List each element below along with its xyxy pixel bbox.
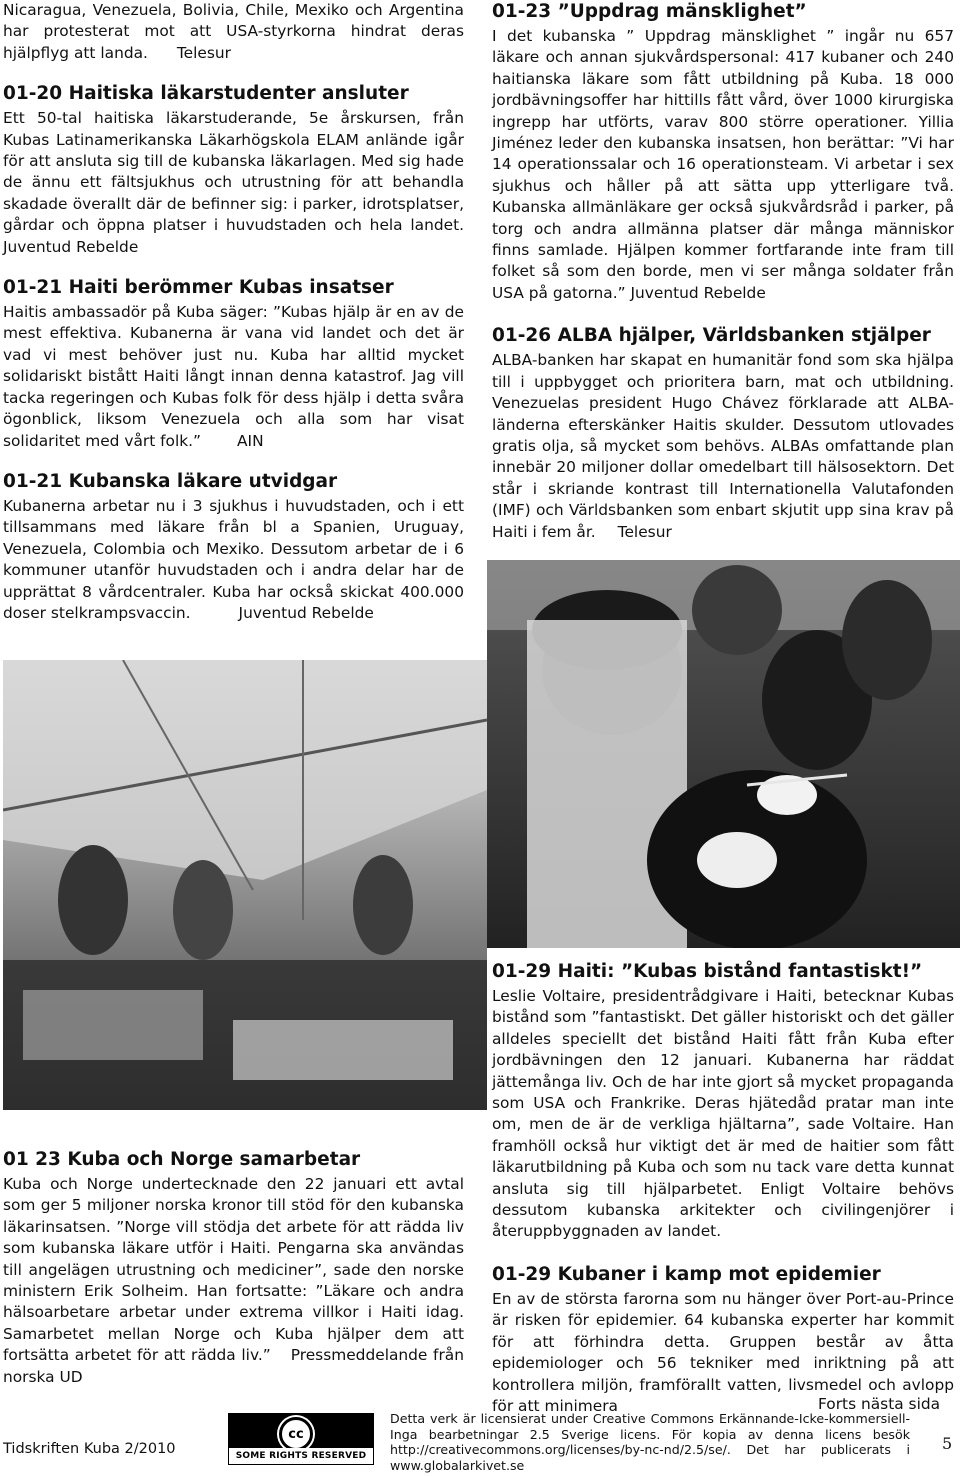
right-column xyxy=(492,0,954,557)
footer-license: Detta verk är licensierat under Creative Commons Erkännande-Icke-kommersiell-Inga bearbetningar 2.5 Sverige licens. För kopia av denna licens besök http://creativecommons.org/licenses/by-nc-nd/2.5/se/. Det har publicerats i www.globalarkivet.se xyxy=(390,1411,910,1473)
intro-text: Nicaragua, Venezuela, Bolivia, Chile, Mexiko och Argentina har protesterat mot att USA-styrkorna hindrat deras hjälpflyg att landa. xyxy=(3,1,464,62)
cc-symbol xyxy=(279,1417,313,1451)
article-title: 01-20 Haitiska läkarstudenter ansluter xyxy=(3,83,409,105)
footer-magazine: Tidskriften Kuba 2/2010 xyxy=(3,1441,176,1457)
cc-badge-bar xyxy=(229,1448,373,1464)
photo-tent xyxy=(3,660,487,1110)
article-source: AIN xyxy=(237,431,264,450)
article-uppdrag-manisklighet xyxy=(492,0,954,304)
article-kuba-norge xyxy=(3,1148,464,1388)
page-number: 5 xyxy=(942,1434,953,1453)
article-body: En av de största farorna som nu hänger över Port-au-Prince är risken för epidemier. 64 kubanska experter har kommit för att förhindra detta. Gruppen består av åtta epidemiologer och 56 tekniker med inriktning på att kontrollera miljön, framförallt vatten, livsmedel och avlopp för att minimera xyxy=(492,1289,954,1415)
article-title: 01-21 Kubanska läkare utvidgar xyxy=(3,470,338,492)
cc-badge-text: SOME RIGHTS RESERVED xyxy=(235,1451,367,1461)
article-body: Leslie Voltaire, presidentrådgivare i Haiti, betecknar Kubas bistånd som ”fantastiskt. Det gäller historiskt och det gäller alldeles speciellt det bistånd Haiti fått från Kuba efter jordbävningen den 12 januari. Kubanerna har räddat jättemånga liv. Och de har inte gjort så mycket propaganda som USA och Frankrike. Deras hjätedåd pratar man inte om, men de är de verkliga hjältarna”, sade Voltaire. Han framhöll också hur viktigt det är med de haitier som fått läkarutbildning på Kuba och som nu tack vare detta kunnat ansluta sig till hjälparbetet. Enligt Voltaire behövs dessutom kubanska arkitekter och civilingenjörer i återuppbyggnaden av landet. xyxy=(492,987,954,1241)
article-source: Pressmeddelande från norska UD xyxy=(3,1346,464,1386)
article-body: Ett 50-tal haitiska läkarstuderande, 5e årskursen, från Kubas Latinamerikanska Läkarhögskola ELAM anlände igår för att ansluta sig till de kubanska läkarlagen. Med sig hade de ännu ett fältsjukhus och utrustning för att behandla skadade överallt där de befinner sig: i parker, idrotsplatser, gårdar och öppna platser i huvudstaden och hela landet. Juventud Rebelde xyxy=(3,109,464,256)
article-alba xyxy=(492,324,954,543)
article-haiti-berommer xyxy=(3,276,464,452)
left-column xyxy=(3,0,464,638)
article-haitiska-studenter xyxy=(3,82,464,258)
intro-paragraph xyxy=(3,0,464,64)
article-source: Telesur xyxy=(617,522,672,541)
article-title: 01-26 ALBA hjälper, Världsbanken stjälper xyxy=(492,325,931,347)
article-body: Kubanerna arbetar nu i 3 sjukhus i huvudstaden, och i ett tillsammans med läkare från bl a Spanien, Uruguay, Venezuela, Colombia och Mexiko. Dessutom arbetar de i 6 kommuner utanför huvudstaden och i andra delar har de upprättat 8 vårdcentraler. Kuba har också skickat 400.000 doser stelkrampsvaccin. Juventud Rebelde xyxy=(3,496,464,622)
photo-injection-caption xyxy=(487,560,506,561)
article-body: Haitis ambassadör på Kuba säger: ”Kubas hjälp är en av de mest effektiva. Kubanerna är vana vid landet och det är vad vi mest behöver just nu. Kuba har alltid mycket solidariskt bistått Haiti långt innan denna katastrof. Jag vill tacka regeringen och Kubas folk för dess hjälp i detta svåra ögonblick, liksom Venezuela och alla som har visat solidaritet med vårt folk.” AIN xyxy=(3,303,464,450)
photo-injection xyxy=(487,560,960,948)
article-source: Juventud Rebelde xyxy=(630,283,766,302)
article-title: 01-23 ”Uppdrag mänsklighet” xyxy=(492,1,807,22)
bottom-left-column xyxy=(3,1148,464,1388)
article-source: Juventud Rebelde xyxy=(238,603,374,622)
article-title: 01-29 Kubaner i kamp mot epidemier xyxy=(492,1263,881,1285)
continued-note: Forts nästa sida xyxy=(818,1395,941,1413)
photo-tent-caption xyxy=(3,660,16,661)
article-source: Juventud Rebelde xyxy=(3,237,139,256)
photo-tent-art xyxy=(3,660,487,1110)
article-title: 01 23 Kuba och Norge samarbetar xyxy=(3,1149,361,1170)
article-body: Kuba och Norge undertecknade den 22 januari ett avtal som ger 5 miljoner norska kronor till stöd för den kubanska läkarinsatsen. ”Norge vill stödja det arbete för att rädda liv som kubanska läkare utför i Haiti. Pengarna ska användas till angelägen utrustning och mediciner”, sade den norske ministern Erik Solheim. Han fortsatte: ”Läkare och andra hälsoarbetare arbetar under extrema villkor i Haiti idag. Samarbetet mellan Norge och Kuba hjälper dem att fortsätta arbetet för att rädda liv.” Pressmeddelande från norska UD xyxy=(3,1175,464,1386)
article-body: ALBA-banken har skapat en humanitär fond som ska hjälpa till i uppbygget och prioritera barn, mat och utbildning. Venezuelas president Hugo Chávez förklarade att ALBA-länderna efterskänker Haitis skulder. Dessutom utlovades gratis olja, så mycket som behövs. ALBAs omfattande plan innebär 20 miljoner dollar omedelbart till hälsosektorn. Det står i skriande kontrast till Internationella Valutafonden (IMF) och Världsbanken som enbart skjutit upp sina krav på Haiti i fem år. Telesur xyxy=(492,351,954,541)
photo-injection-art xyxy=(487,560,960,948)
article-body: I det kubanska ” Uppdrag mänsklighet ” ingår nu 657 läkare och annan sjukvårdspersonal: 417 kubaner och 240 haitianska läkare som fått utbildning på Kuba. 18 000 jordbävningsoffer har hittills fått vård, över 1000 kirurgiska ingrepp har utförts, varav 800 större operationer. Yillia Jiménez leder den kubanska insatsen, hon berättar: ”Vi har 14 operationssalar och 16 operationsteam. Vi arbetar i sex sjukhus och håller på att sätta upp ytterligare två. Kubanska allmänläkare ger också sjukvårdsråd i parker, på torg och andra allmänna platser där många människor finns samlade. Hjälpen kommer fortfarande inte fram till folket så som den borde, men vi ser många soldater från USA på gatorna.” Juventud Rebelde xyxy=(492,27,954,302)
article-title: 01-29 Haiti: ”Kubas bistånd fantastiskt!” xyxy=(492,961,923,982)
article-kubas-bistand xyxy=(492,960,954,1243)
intro-source: Telesur xyxy=(176,43,231,62)
cc-badge xyxy=(228,1413,374,1465)
bottom-right-column xyxy=(492,960,954,1417)
article-kubanska-lakare xyxy=(3,470,464,624)
cc-symbol-text: cc xyxy=(288,1426,304,1442)
article-title: 01-21 Haiti berömmer Kubas insatser xyxy=(3,277,394,299)
